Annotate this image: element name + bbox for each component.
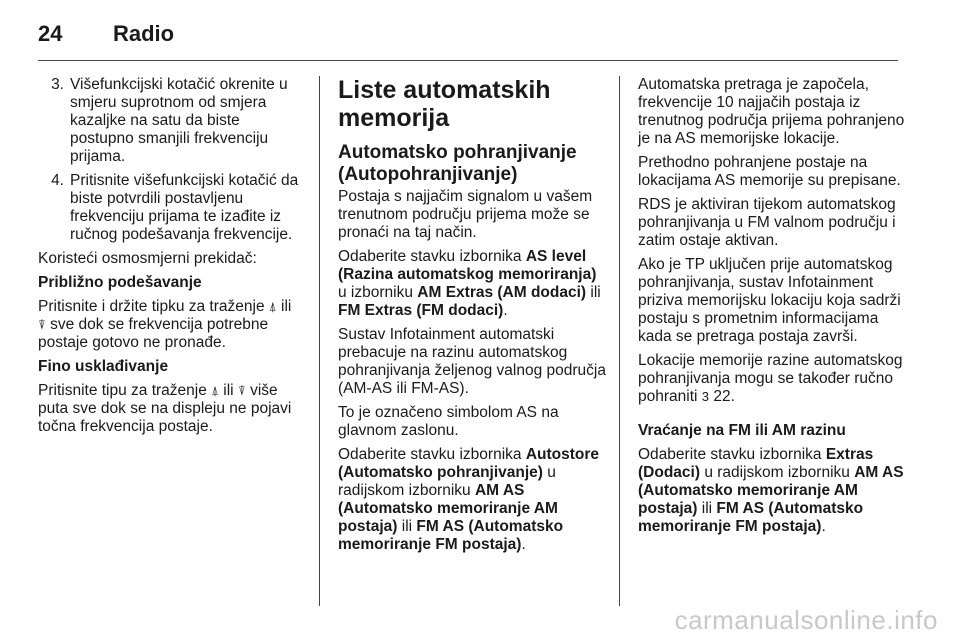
column-divider-1: [319, 76, 320, 606]
approx-text: [38, 298, 306, 352]
page-reference-link[interactable]: 22.: [713, 388, 735, 405]
step-text: Višefunkcijski kotačić okrenite u smjeru suprotnom od smjera kazaljke na satu da biste postupno smanjili frekvenciju prijama.: [70, 76, 288, 165]
step-number: 3.: [51, 76, 64, 93]
approx-text-a: Pritisnite i držite tipku za traženje: [38, 298, 265, 315]
text: u radijskom izborniku: [704, 464, 850, 481]
fine-heading: Fino usklađivanje: [38, 358, 169, 375]
column-3: [638, 76, 906, 542]
menu-item-ref: AM Extras (AM dodaci): [417, 284, 587, 301]
paragraph: Ako je TP uključen prije automatskog pohranjivanja, sustav Infotainment priziva memorijsku lokaciju koja sadrži postaju s prometnim informacijama kada se pretraga postaja završi.: [638, 256, 901, 345]
paragraph: [638, 446, 906, 536]
paragraph: To je označeno simbolom AS na glavnom zaslonu.: [338, 404, 559, 439]
text: u izborniku: [338, 284, 413, 301]
paragraph: Prethodno pohranjene postaje na lokacijama AS memorije su prepisane.: [638, 154, 901, 189]
menu-item-ref: FM Extras (FM dodaci): [338, 302, 504, 319]
seek-down-icon: ⍒: [38, 317, 46, 332]
step-list: [38, 76, 306, 244]
intro-text: Koristeći osmosmjerni prekidač:: [38, 250, 257, 267]
text: ili: [590, 284, 601, 301]
section-title: Radio: [113, 21, 175, 46]
menu-item-ref: AS level (Razina automatskog memoriranja): [338, 248, 597, 283]
text: Odaberite stavku izbornika: [338, 446, 522, 463]
approx-text-c: sve dok se frekvencija potrebne postaje gotovo ne pronađe.: [38, 316, 269, 351]
fine-text-c: više puta sve dok se na displeju ne pojavi točna frekvencija postaje.: [38, 382, 292, 435]
fine-text-a: Pritisnite tipu za traženje: [38, 382, 207, 399]
text: ili: [701, 500, 713, 517]
text: u radijskom izborniku: [338, 464, 556, 499]
page-number: 24: [38, 21, 63, 46]
seek-down-icon: ⍒: [237, 383, 246, 398]
menu-item-ref: Autostore (Automatsko pohranjivanje): [338, 446, 600, 481]
text: Odaberite stavku izbornika: [338, 248, 522, 265]
header-rule: [38, 60, 898, 61]
fine-text-b: ili: [223, 382, 234, 399]
spacer: [638, 412, 906, 422]
paragraph: [338, 248, 606, 320]
page-header: [38, 18, 174, 50]
list-item: [38, 76, 306, 166]
paragraph: [638, 352, 906, 406]
column-1: [38, 76, 306, 442]
menu-item-ref: FM AS (Automatsko memoriranje FM postaja): [638, 500, 864, 535]
paragraph: Postaja s najjačim signalom u vašem trenutnom području prijema može se pronaći na taj način.: [338, 188, 593, 241]
paragraph: [338, 446, 606, 554]
approx-heading: Približno podešavanje: [38, 274, 202, 291]
text: .: [503, 302, 508, 319]
step-text: Pritisnite višefunkcijski kotačić da biste potvrdili postavljenu frekvenciju prijama te izađite iz ručnog podešavanja frekvencije.: [70, 172, 299, 243]
approx-text-b: ili: [281, 298, 292, 315]
cross-reference-icon[interactable]: 3: [701, 389, 710, 404]
text: ili: [401, 518, 413, 535]
text: Lokacije memorije razine automatskog pohranjivanja mogu se također ručno pohraniti: [638, 352, 903, 405]
watermark: carmanualsonline.info: [674, 605, 938, 635]
menu-item-ref: Extras (Dodaci): [638, 446, 874, 481]
seek-up-icon: ⍋: [211, 383, 219, 398]
menu-item-ref: AM AS (Automatsko memoriranje AM postaja): [338, 482, 558, 535]
list-item: [38, 172, 306, 244]
fine-text: [38, 382, 306, 436]
section-heading: Liste automatskih memorija: [338, 76, 551, 132]
paragraph: Sustav Infotainment automatski prebacuje na razinu automatskog pohranjivanja željenog valnog područja (AM-AS ili FM-AS).: [338, 326, 606, 397]
column-2: [338, 76, 606, 560]
text: Odaberite stavku izbornika: [638, 446, 822, 463]
text: .: [521, 536, 526, 553]
menu-item-ref: AM AS (Automatsko memoriranje AM postaja): [638, 464, 904, 517]
seek-up-icon: ⍋: [268, 299, 277, 314]
column-divider-2: [619, 76, 620, 606]
step-number: 4.: [51, 172, 64, 189]
subsection-heading: Vraćanje na FM ili AM razinu: [638, 422, 846, 439]
paragraph: Automatska pretraga je započela, frekvencije 10 najjačih postaja iz trenutnog područja prijema pohranjeno je na AS memorijske lokacije.: [638, 76, 905, 147]
menu-item-ref: FM AS (Automatsko memoriranje FM postaja): [338, 518, 564, 553]
paragraph: RDS je aktiviran tijekom automatskog pohranjivanja u FM valnom području i zatim ostaje aktivan.: [638, 196, 896, 249]
text: .: [821, 518, 826, 535]
subsection-heading: Automatsko pohranjivanje (Autopohranjivanje): [338, 142, 577, 185]
